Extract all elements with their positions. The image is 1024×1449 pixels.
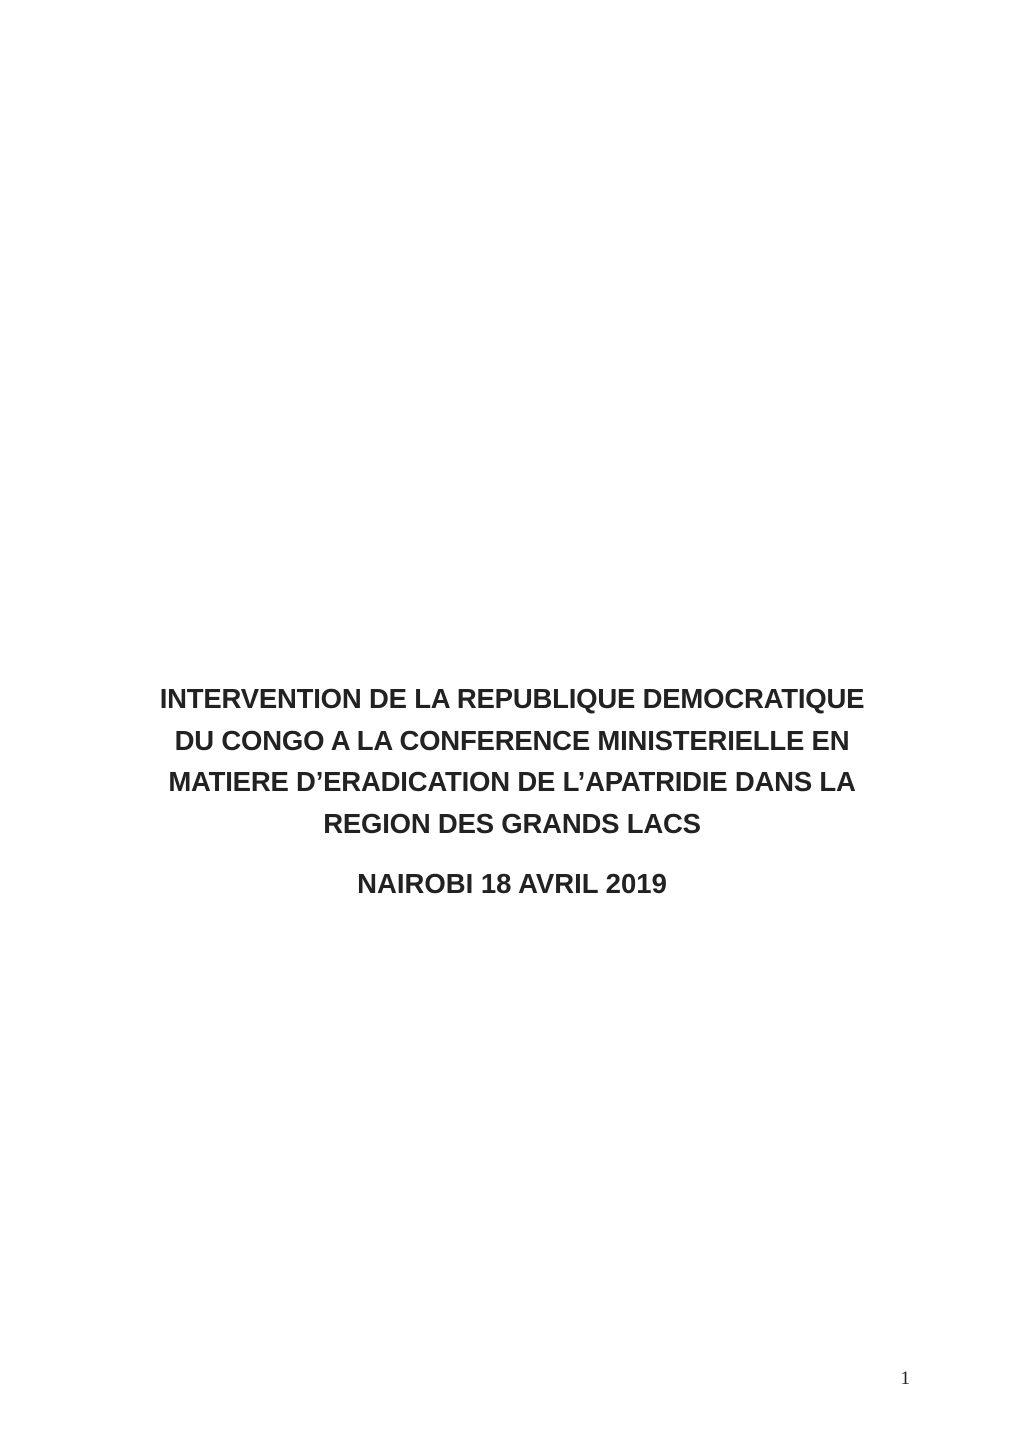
title-line: REGION DES GRANDS LACS <box>323 807 701 839</box>
document-title <box>90 678 934 844</box>
page-number: 1 <box>900 1368 910 1389</box>
location-date: NAIROBI 18 AVRIL 2019 <box>357 868 667 899</box>
title-line: DU CONGO A LA CONFERENCE MINISTERIELLE EN <box>174 724 850 756</box>
title-line: MATIERE D’ERADICATION DE L’APATRIDIE DANS LA <box>168 766 856 797</box>
title-line: INTERVENTION DE LA REPUBLIQUE DEMOCRATIQUE <box>159 683 865 714</box>
